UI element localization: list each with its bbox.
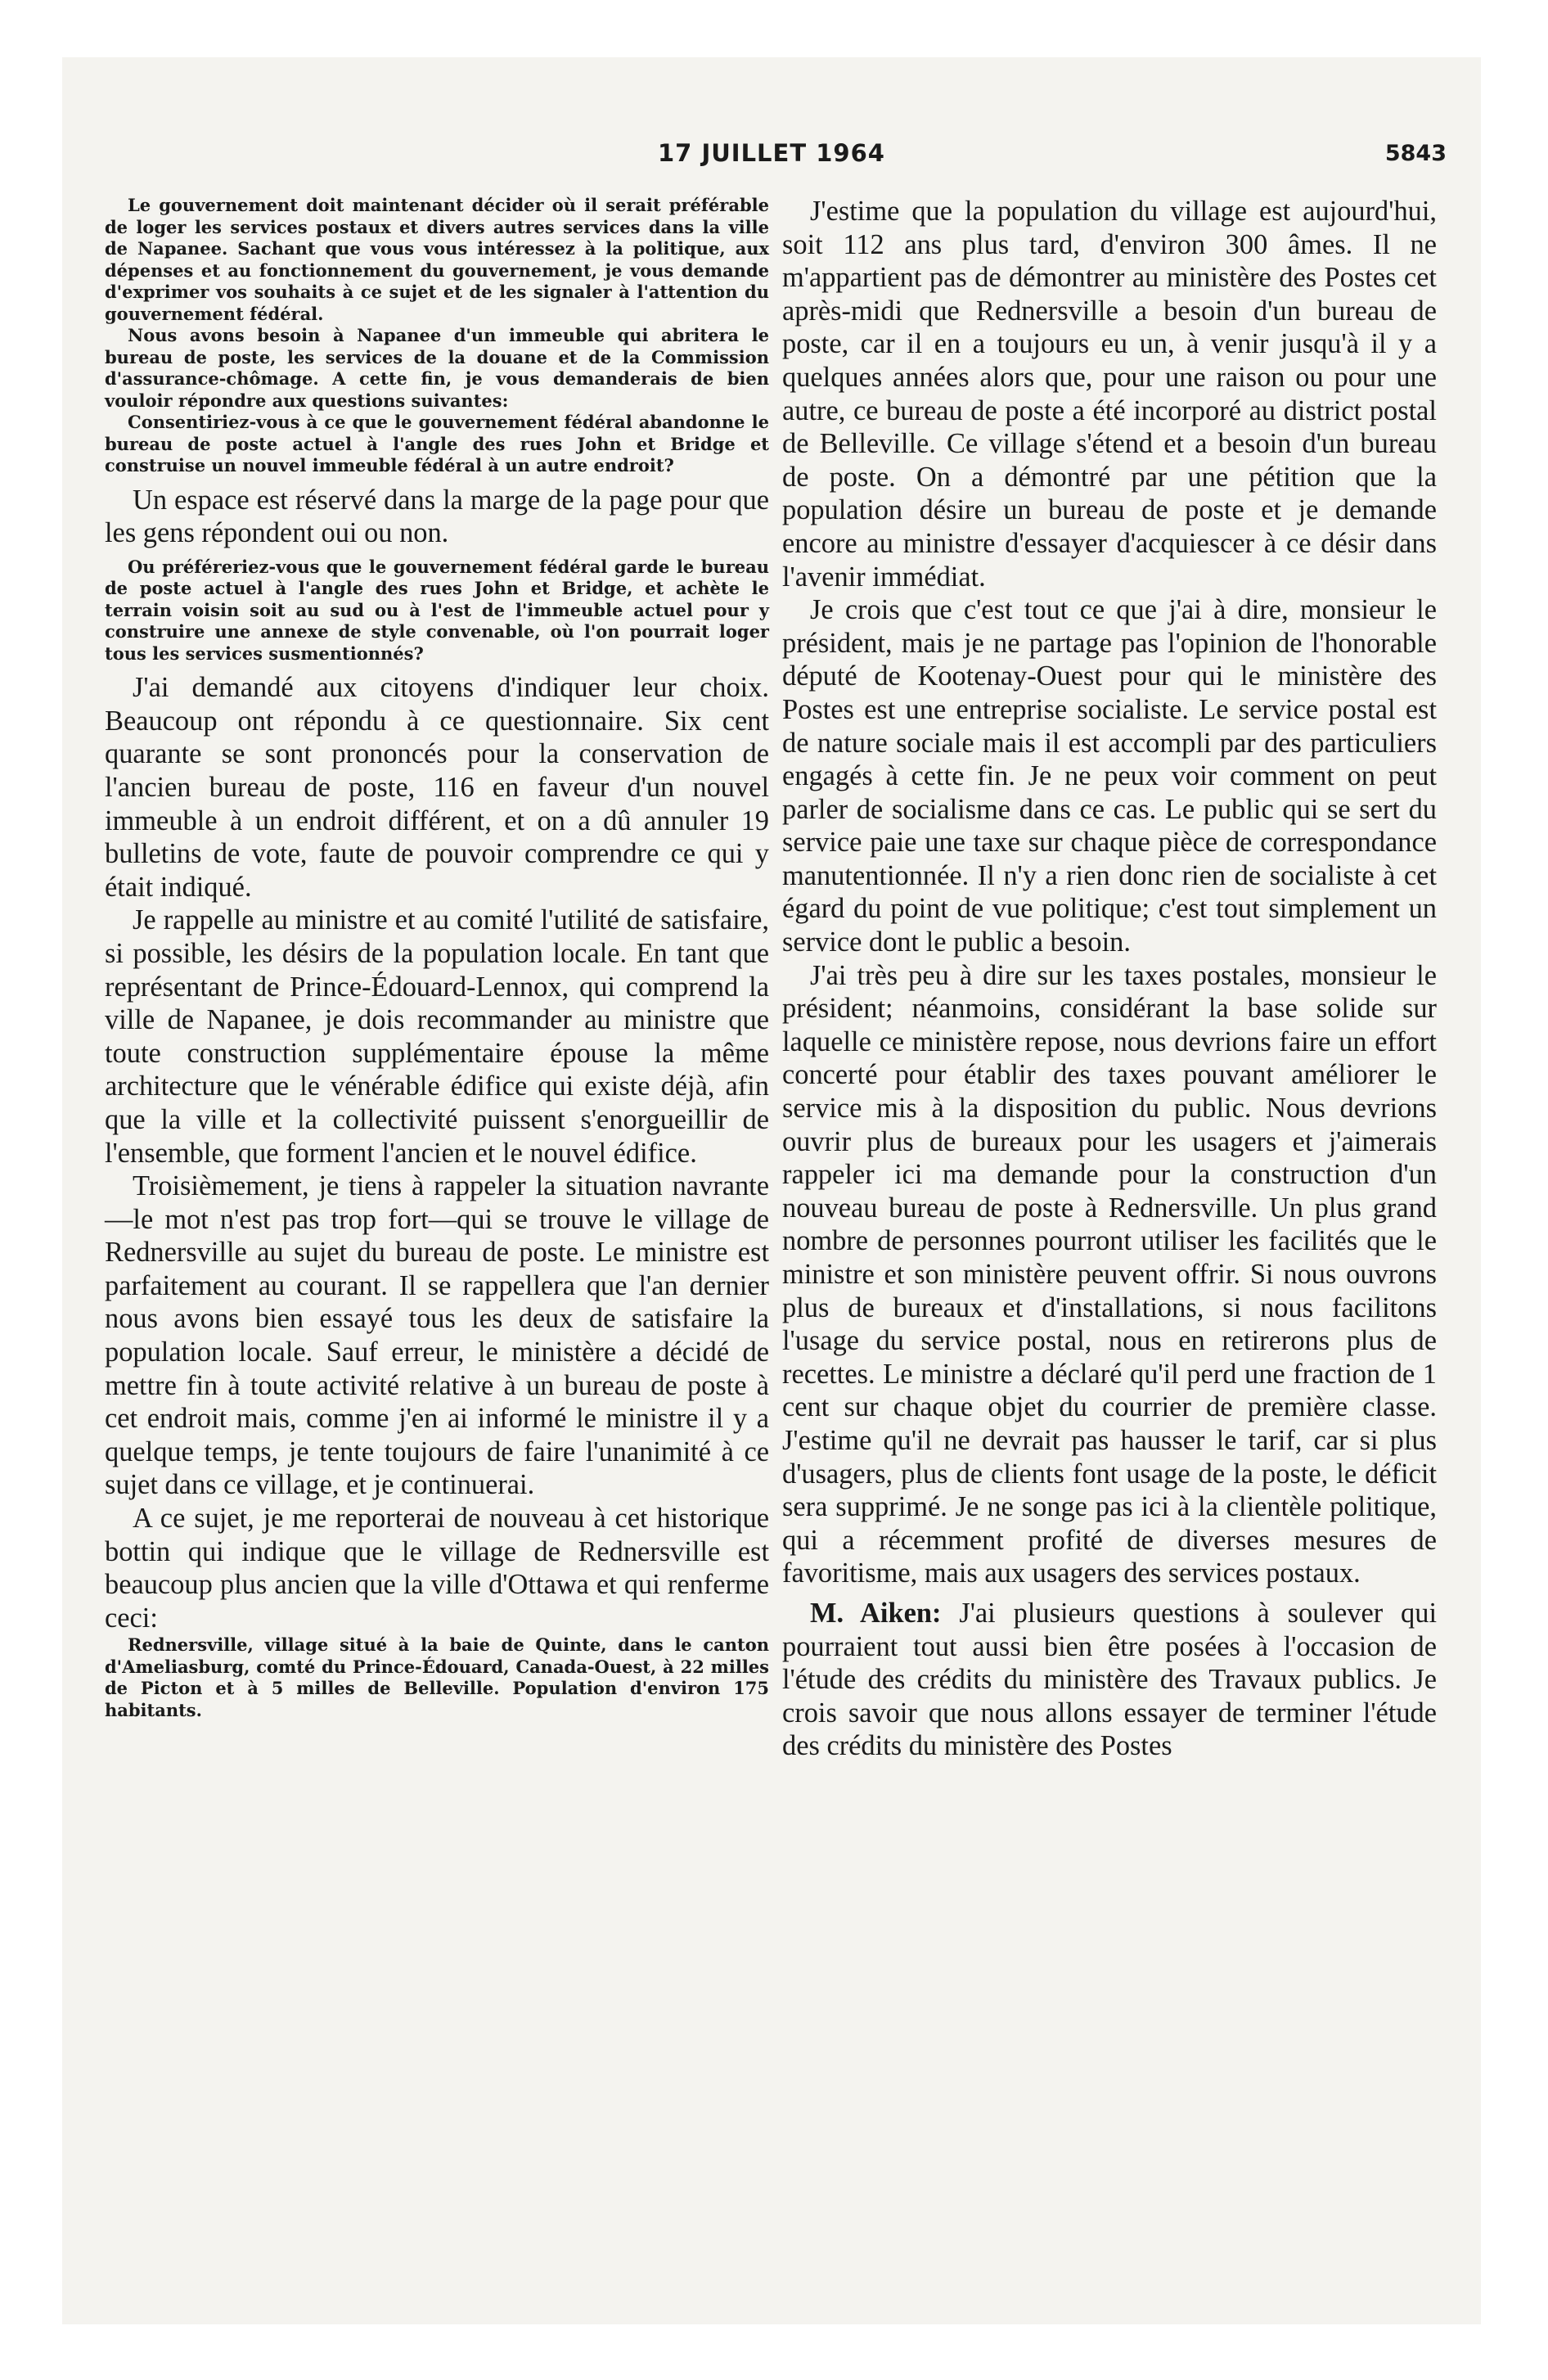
body-paragraph: A ce sujet, je me reporterai de nouveau à cet historique bottin qui indique que le village de Rednersville est beaucoup plus ancien que la ville d'Ottawa et qui renferme ceci: xyxy=(105,1503,769,1634)
spacer xyxy=(105,477,769,484)
body-paragraph: J'ai très peu à dire sur les taxes postales, monsieur le président; néanmoins, considérant la base solide sur laquelle ce ministère repose, nous devrions faire un effort concerté pour établir des taxes pouvant améliorer le service mis à la disposition du public. Nous devrions ouvrir plus de bureaux pour les usagers et j'aimerais rappeler ici ma demande pour la construction d'un nouveau bureau de poste à Rednersville. Un plus grand nombre de personnes pourront utiliser les facilités que le ministre et son ministère peuvent offrir. Si nous ouvrons plus de bureaux et d'installations, si nous facilitons l'usage du service postal, nous en retirerons plus de recettes. Le ministre a déclaré qu'il perd une fraction de 1 cent sur chaque objet du courrier de première classe. J'estime qu'il ne devrait pas hausser le tarif, car si plus d'usagers, plus de clients font usage de la poste, le déficit sera supprimé. Je ne songe pas ici à la clientèle politique, qui a récemment profité de diverses mesures de favoritisme, mais aux usagers des services postaux. xyxy=(782,959,1437,1589)
aiken-paragraph xyxy=(782,1597,1437,1763)
spacer xyxy=(105,665,769,671)
letter-paragraph: Le gouvernement doit maintenant décider où il serait préférable de loger les services postaux et divers autres services dans la ville de Napanee. Sachant que vous vous intéressez à la politique, aux dépenses et au fonctionnement du gouvernement, je vous demande d'exprimer vos souhaits à ce sujet et de les signaler à l'attention du gouvernement fédéral. xyxy=(105,195,769,324)
letter-question: Consentiriez-vous à ce que le gouvernement fédéral abandonne le bureau de poste actuel à l'angle des rues John et Bridge et construise un nouvel immeuble fédéral à un autre endroit? xyxy=(105,412,769,476)
page-number: 5843 xyxy=(1384,141,1447,166)
scanned-page xyxy=(62,57,1481,2324)
body-paragraph: Un espace est réservé dans la marge de la page pour que les gens répondent oui ou non. xyxy=(105,484,769,549)
body-paragraph: J'estime que la population du village est aujourd'hui, soit 112 ans plus tard, d'environ 300 âmes. Il ne m'appartient pas de démontrer au ministère des Postes cet après-midi que Rednersville a besoin d'un bureau de poste, car il en a toujours eu un, à venir jusqu'à il y a quelques années alors que, pour une raison ou pour une autre, ce bureau de poste a été incorporé au district postal de Belleville. Ce village s'étend et a besoin d'un bureau de poste. On a démontré par une pétition que la population désire un bureau de poste et je demande encore au ministre d'essayer d'acquiescer à ce désir dans l'avenir immédiat. xyxy=(782,196,1437,593)
body-paragraph: J'ai demandé aux citoyens d'indiquer leur choix. Beaucoup ont répondu à ce questionnaire. Six cent quarante se sont prononcés pour la conservation de l'ancien bureau de poste, 116 en faveur d'un nouvel immeuble à un endroit différent, et on a dû annuler 19 bulletins de vote, faute de pouvoir comprendre ce qui y était indiqué. xyxy=(105,672,769,903)
running-title-date: 17 JUILLET 1964 xyxy=(658,139,885,167)
body-paragraph: Je rappelle au ministre et au comité l'utilité de satisfaire, si possible, les désirs de la population locale. En tant que représentant de Prince-Édouard-Lennox, qui comprend la ville de Napanee, je dois recommander au ministre que toute construction supplémentaire épouse la même architecture que le vénérable édifice qui existe déjà, afin que la ville et la collectivité puissent s'enorgueillir de l'ensemble, que forment l'ancien et le nouvel édifice. xyxy=(105,904,769,1169)
body-paragraph: Je crois que c'est tout ce que j'ai à dire, monsieur le président, mais je ne partage pas l'opinion de l'honorable député de Kootenay-Ouest pour qui le ministère des Postes est une entreprise socialiste. Le service postal est de nature sociale mais il est accompli par des particuliers engagés à cette fin. Je ne peux voir comment on peut parler de socialisme dans ce cas. Le public qui se sert du service paie une taxe sur chaque pièce de correspondance manutentionnée. Il n'y a rien donc rien de socialiste à cet égard du point de vue politique; c'est tout simplement un service dont le public a besoin. xyxy=(782,594,1437,958)
right-column xyxy=(782,195,1437,1763)
directory-quote: Rednersville, village situé à la baie de Quinte, dans le canton d'Ameliasburg, comté du Prince-Édouard, Canada-Ouest, à 22 milles de Picton et à 5 milles de Belleville. Population d'environ 175 habitants. xyxy=(105,1634,769,1720)
spacer xyxy=(105,550,769,557)
speaker-name: M. Aiken: xyxy=(810,1597,942,1629)
letter-question: Ou préféreriez-vous que le gouvernement fédéral garde le bureau de poste actuel à l'angle des rues John et Bridge, et achète le terrain voisin soit au sud ou à l'est de l'immeuble actuel pour y construire une annexe de style convenable, où l'on pourrait loger tous les services susmentionnés? xyxy=(105,556,769,664)
speech-text: J'ai plusieurs questions à soulever qui pourraient tout aussi bien être posées à l'occasion de l'étude des crédits du ministère des Travaux publics. Je crois savoir que nous allons essayer de terminer l'étude des crédits du ministère des Postes xyxy=(782,1597,1438,1762)
body-paragraph: Troisièmement, je tiens à rappeler la situation navrante—le mot n'est pas trop fort—qui se trouve le village de Rednersville au sujet du bureau de poste. Le ministre est parfaitement au courant. Il se rappellera que l'an dernier nous avons bien essayé tous les deux de satisfaire la population locale. Sauf erreur, le ministère a décidé de mettre fin à toute activité relative à un bureau de poste à cet endroit mais, comme j'en ai informé le ministre il y a quelque temps, je tente toujours de faire l'unanimité à ce sujet dans ce village, et je continuerai. xyxy=(105,1170,769,1501)
letter-paragraph: Nous avons besoin à Napanee d'un immeuble qui abritera le bureau de poste, les services de la douane et de la Commission d'assurance-chômage. A cette fin, je vous demanderais de bien vouloir répondre aux questions suivantes: xyxy=(105,325,769,411)
left-column xyxy=(105,195,769,1721)
spacer xyxy=(782,1590,1437,1597)
page-header xyxy=(62,139,1481,188)
